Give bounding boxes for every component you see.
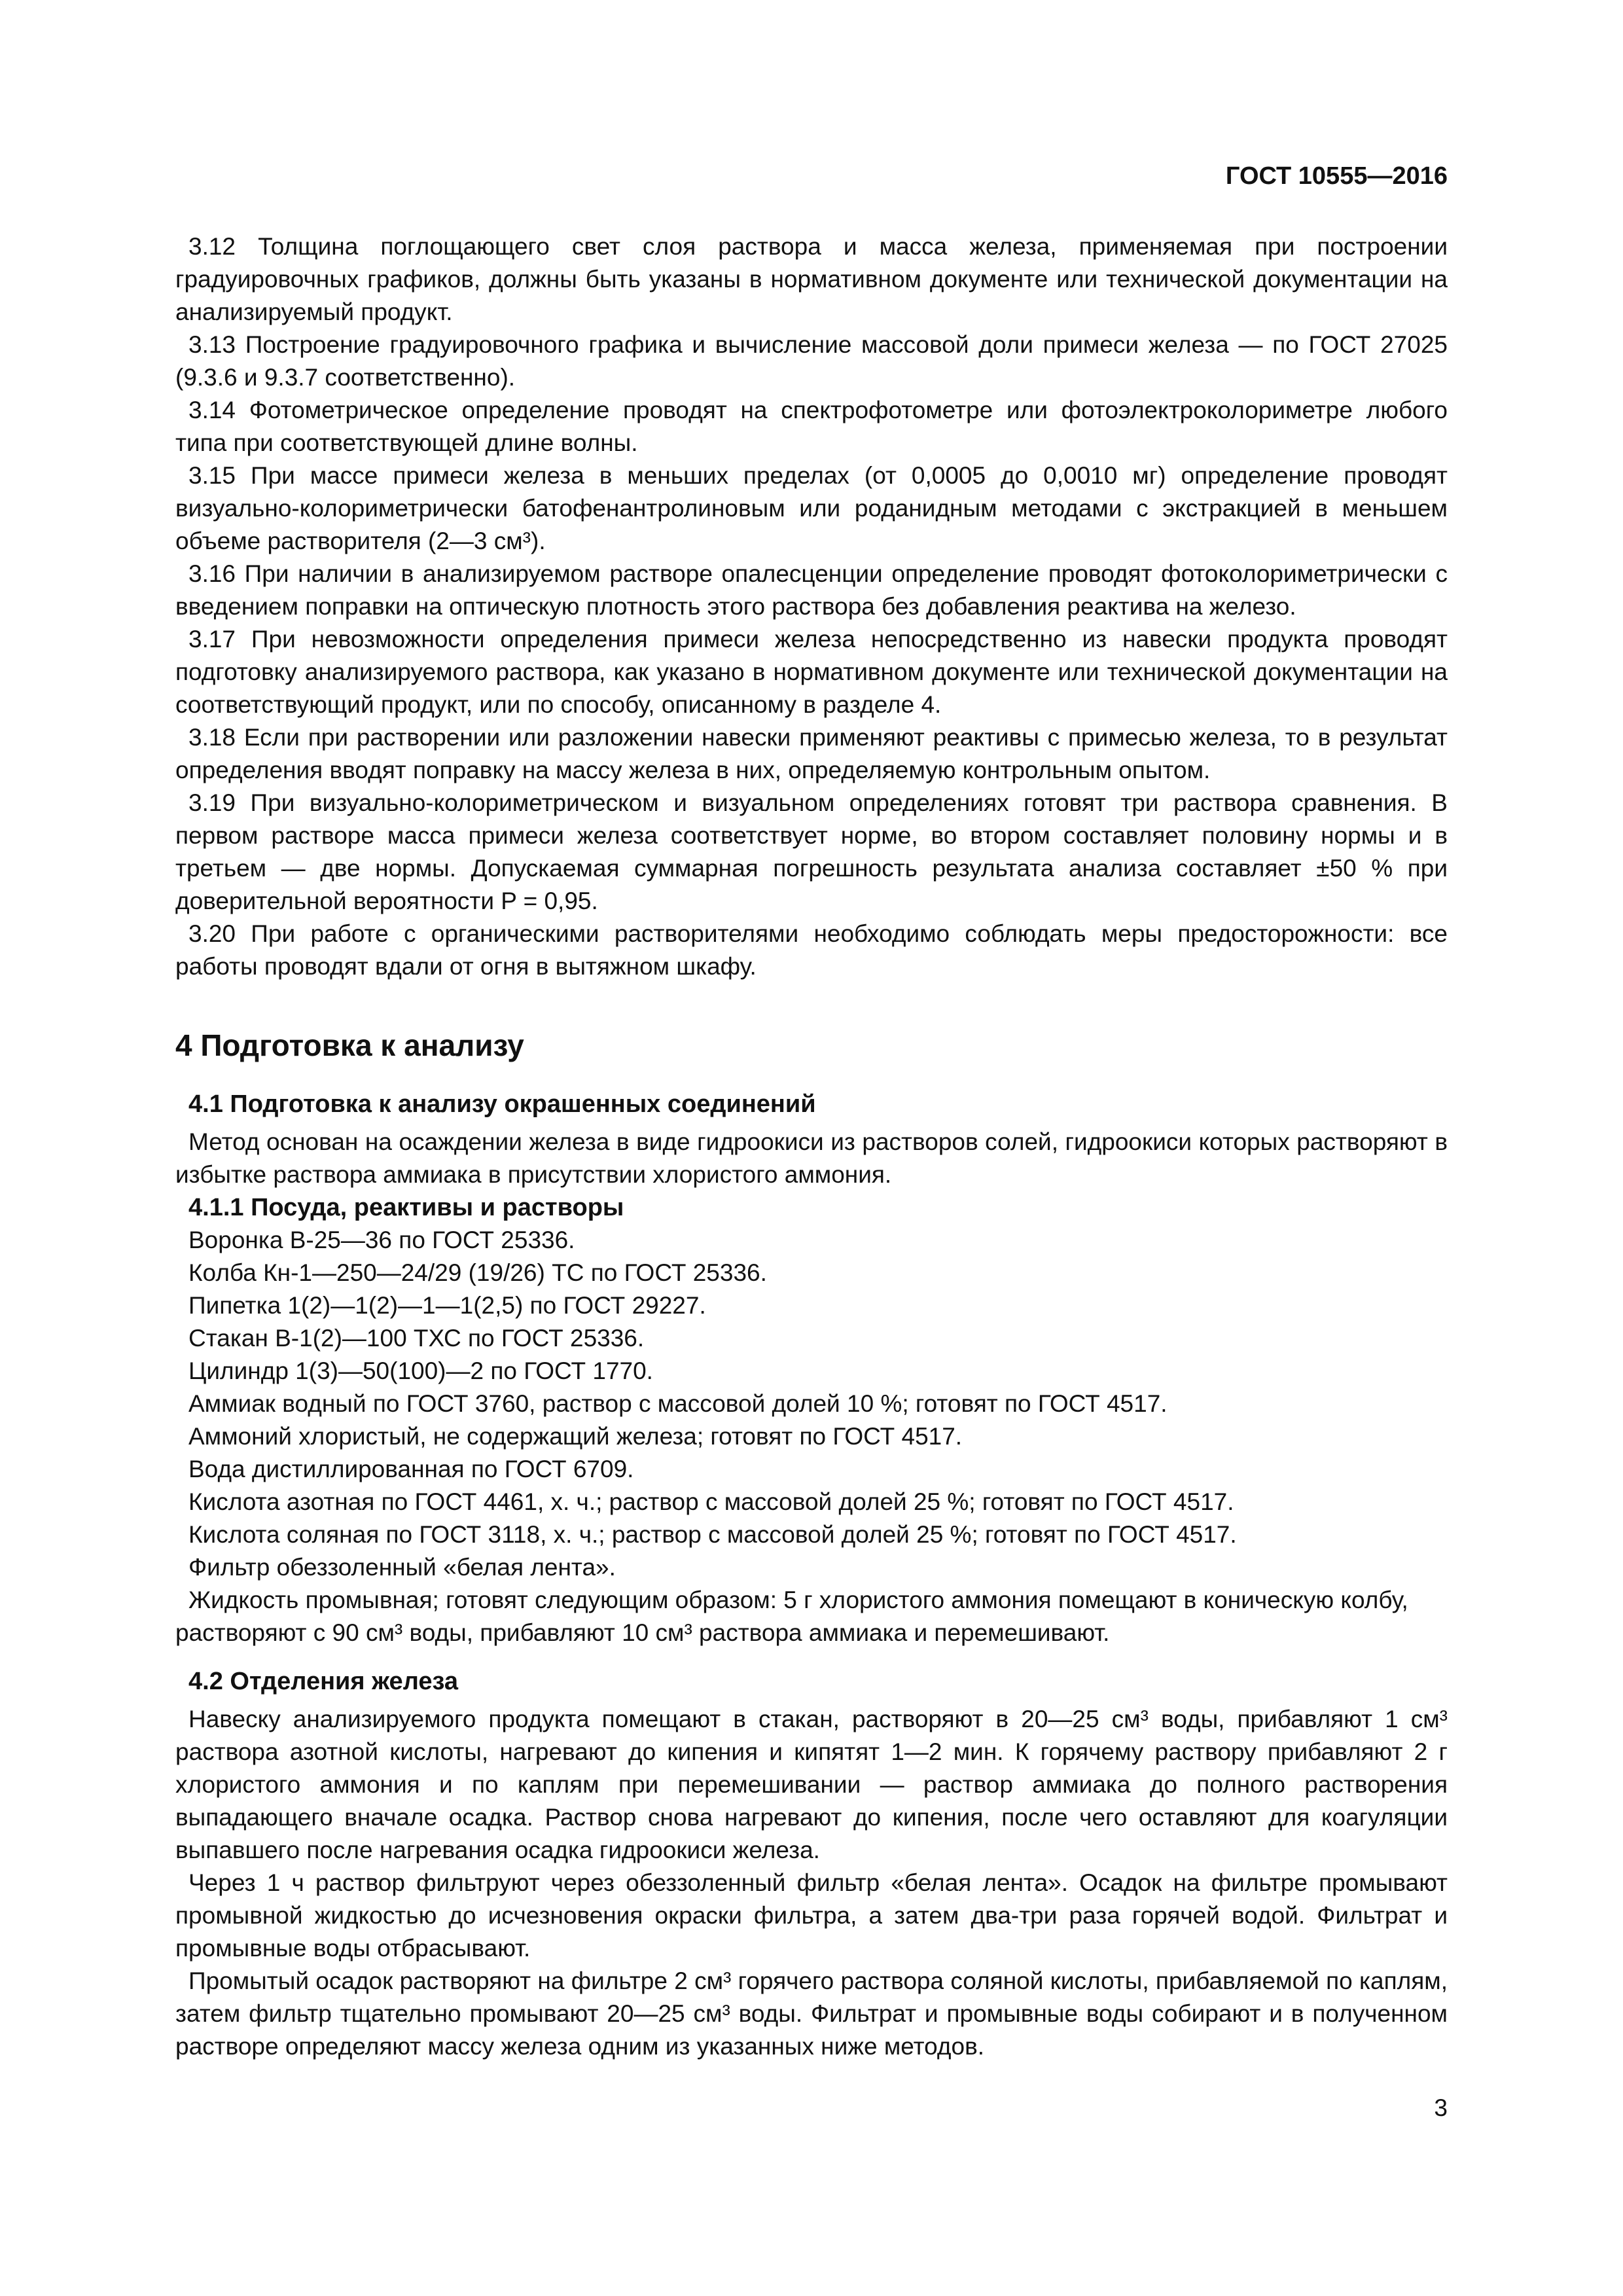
document-header: ГОСТ 10555—2016 [1225,162,1448,190]
list-item: Колба Кн-1—250—24/29 (19/26) ТС по ГОСТ 25336. [188,1259,767,1286]
section-4-1-1-heading: 4.1.1 Посуда, реактивы и растворы [188,1194,624,1221]
section-4-heading: 4 Подготовка к анализу [175,1028,524,1062]
section-4-1-intro: Метод основан на осаждении железа в виде гидроокиси из растворов солей, гидроокиси которых растворяют в избытке раствора аммиака в присутствии хлористого аммония. [175,1128,1448,1188]
document-body [175,230,1448,2063]
paragraph-3-17: 3.17 При невозможности определения примеси железа непосредственно из навески продукта проводят подготовку анализируемого раствора, как указано в нормативном документе или технической документации на соответствующий продукт, или по способу, описанному в разделе 4. [175,626,1448,718]
section-4-2-heading: 4.2 Отделения железа [188,1668,458,1695]
paragraph-3-13: 3.13 Построение градуировочного графика и вычисление массовой доли примеси железа — по ГОСТ 27025 (9.3.6 и 9.3.7 соответственно). [175,331,1448,391]
list-item: Цилиндр 1(3)—50(100)—2 по ГОСТ 1770. [188,1357,653,1384]
materials-list [175,1224,1448,1649]
list-item: Жидкость промывная; готовят следующим образом: 5 г хлористого аммония помещают в коническую колбу, растворяют с 90 см³ воды, прибавляют 10 см³ раствора аммиака и перемешивают. [175,1587,1408,1646]
list-item: Аммиак водный по ГОСТ 3760, раствор с массовой долей 10 %; готовят по ГОСТ 4517. [188,1390,1168,1417]
list-item: Кислота азотная по ГОСТ 4461, х. ч.; раствор с массовой долей 25 %; готовят по ГОСТ 4517. [188,1488,1234,1515]
page-number: 3 [1434,2094,1448,2121]
paragraph-3-15: 3.15 При массе примеси железа в меньших пределах (от 0,0005 до 0,0010 мг) определение проводят визуально-колориметрически батофенантролиновым или роданидным методами с экстракцией в меньшем объеме растворителя (2—3 см³). [175,462,1448,554]
list-item: Стакан В-1(2)—100 ТХС по ГОСТ 25336. [188,1325,645,1352]
paragraph-3-19: 3.19 При визуально-колориметрическом и визуальном определениях готовят три раствора сравнения. В первом растворе масса примеси железа соответствует норме, во втором составляет половину нормы и в третьем — две нормы. Допускаемая суммарная погрешность результата анализа составляет ±50 % при доверительной вероятности P = 0,95. [175,789,1448,914]
list-item: Пипетка 1(2)—1(2)—1—1(2,5) по ГОСТ 29227. [188,1292,706,1319]
list-item: Кислота соляная по ГОСТ 3118, х. ч.; раствор с массовой долей 25 %; готовят по ГОСТ 4517. [188,1521,1237,1548]
section-3-paragraphs [175,230,1448,983]
list-item: Аммоний хлористый, не содержащий железа; готовят по ГОСТ 4517. [188,1423,963,1450]
paragraph-3-14: 3.14 Фотометрическое определение проводят на спектрофотометре или фотоэлектроколориметре любого типа при соответствующей длине волны. [175,397,1448,456]
paragraph-3-18: 3.18 Если при растворении или разложении навески применяют реактивы с примесью железа, то в результат определения вводят поправку на массу железа в них, определяемую контрольным опытом. [175,724,1448,783]
list-item: Вода дистиллированная по ГОСТ 6709. [188,1456,634,1482]
list-item: Воронка В-25—36 по ГОСТ 25336. [188,1227,575,1253]
section-4-2-paragraph: Через 1 ч раствор фильтруют через обеззоленный фильтр «белая лента». Осадок на фильтре промывают промывной жидкостью до исчезновения окраски фильтра, а затем два-три раза горячей водой. Фильтрат и промывные воды отбрасывают. [175,1869,1448,1962]
paragraph-3-20: 3.20 При работе с органическими растворителями необходимо соблюдать меры предосторожности: все работы проводят вдали от огня в вытяжном шкафу. [175,920,1448,980]
paragraph-3-16: 3.16 При наличии в анализируемом растворе опалесценции определение проводят фотоколориметрически с введением поправки на оптическую плотность этого раствора без добавления реактива на железо. [175,560,1448,620]
section-4-2-paragraph: Навеску анализируемого продукта помещают в стакан, растворяют в 20—25 см³ воды, прибавляют 1 см³ раствора азотной кислоты, нагревают до кипения и кипятят 1—2 мин. К горячему раствору прибавляют 2 г хлористого аммония и по каплям при перемешивании — раствор аммиака до полного растворения выпадающего вначале осадка. Раствор снова нагревают до кипения, после чего оставляют для коагуляции выпавшего после нагревания осадка гидроокиси железа. [175,1706,1448,1863]
section-4-1-heading: 4.1 Подготовка к анализу окрашенных соединений [188,1090,816,1118]
list-item: Фильтр обеззоленный «белая лента». [188,1554,616,1581]
paragraph-3-12: 3.12 Толщина поглощающего свет слоя раствора и масса железа, применяемая при построении градуировочных графиков, должны быть указаны в нормативном документе или технической документации на анализируемый продукт. [175,233,1448,325]
section-4-2-paragraph: Промытый осадок растворяют на фильтре 2 см³ горячего раствора соляной кислоты, прибавляемой по каплям, затем фильтр тщательно промывают 20—25 см³ воды. Фильтрат и промывные воды собирают и в полученном растворе определяют массу железа одним из указанных ниже методов. [175,1967,1448,2060]
